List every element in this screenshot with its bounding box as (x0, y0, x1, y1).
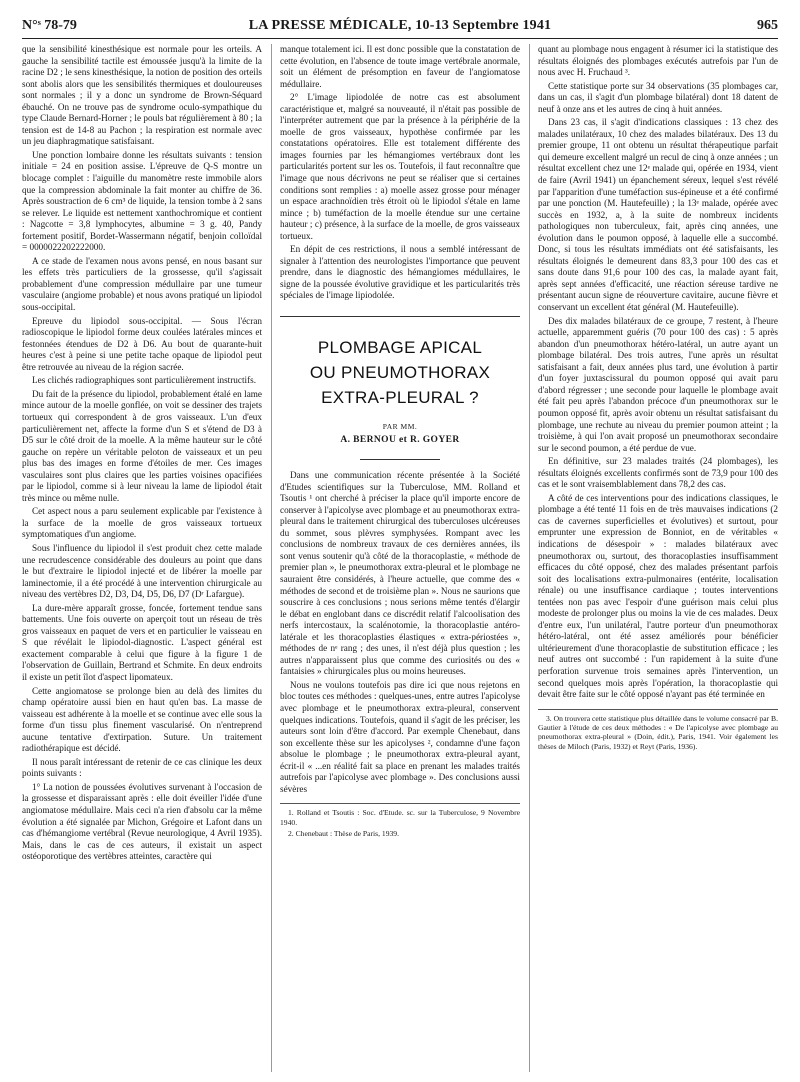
paragraph: Des dix malades bilatéraux de ce groupe, 7 restent, à l'heure actuelle, apparemment guéris (70 pour 100 des cas) : 5 après abandon d'un pneumothorax hétéro-latéral, un autre ayant un plombage bilatéral. Des trois autres, l'une après un résultat satisfaisant a fait, deux années plus tard, une évolution à partir d'un foyer juxtascissural du poumon opposé qui avait paru d'abord régresser ; une seconde pour laquelle le plombage avait été fait peu après l'abandon précoce d'un pneumothorax sur le poumon opposé fit, après avoir obtenu un résultat satisfaisant du plombage, une rechute au niveau du premier poumon atteint ; la troisième, à qui l'on avait proposé un pneumothorax secondaire sur le second poumon, a été perdue de vue. (538, 315, 778, 453)
article-title-line: PLOMBAGE APICAL (317, 338, 483, 358)
paragraph: Cette statistique porte sur 34 observations (35 plombages car, dans un cas, il s'agit d'un plombage bilatéral) dont 18 datent de neuf à onze ans et les autres de cinq à huit années. (538, 80, 778, 114)
paragraph: 1° La notion de poussées évolutives survenant à l'occasion de la grossesse et disparaissant après : elle doit éveiller l'idée d'une angiomatose médullaire. Mais ceci n'a rien d'absolu car la même évolution a été signalée par Michon, Grégoire et Lafont dans un cas d'hémangiome vertébral (Revue neurologique, 4 Avril 1935). Mais, dans le cas de ces auteurs, il existait un aspect ostéoporotique des vertèbres atteintes, caractère qui (22, 781, 262, 862)
column-divider (271, 44, 272, 1072)
paragraph: Une ponction lombaire donne les résultats suivants : tension initiale = 24 en position assise. L'épreuve de Q-S montre un blocage complet : l'aiguille du manomètre reste immobile alors que la compression abdominale la fait monter au chiffre de 36. Après soustraction de 6 cm³ de liquide, la tension tombe à 2 sans se relever. Le liquide est nettement xanthochromique et contient : Nagcotte = 3,8 lymphocytes, albumine = 3 g. 40, Pandy fortement positif, Bordet-Wassermann négatif, benjoin colloïdal = 0000022202222000. (22, 149, 262, 253)
paragraph: En définitive, sur 23 malades traités (24 plombages), les résultats éloignés excellents confirmés sont de 73,9 pour 100 des cas et le sont vraisemblablement dans 78,2 des cas. (538, 456, 778, 490)
column-3 (538, 44, 778, 1072)
footnotes (280, 803, 520, 838)
paragraph: Les clichés radiographiques sont particulièrement instructifs. (32, 375, 257, 386)
column-2 (280, 44, 520, 1072)
byline-prefix: PAR MM. (382, 422, 418, 432)
column-1 (22, 44, 262, 1072)
paragraph: A côté de ces interventions pour des indications classiques, le plombage a été tenté 11 fois en de très mauvaises indications (2 cas de cavernes superficielles et évolutives) et surtout, pour emprunter une expression de Bonniot, en de véritables « indications de désespoir » : malades bilatéraux avec pneumothorax ou, surtout, des thoracoplasties insuffisamment efficaces du côté opposé, chez des malades présentant parfois soit des localisations extra-pulmonaires (entérite, localisation rénale) ou une insuffisance cardiaque ; toutes interventions tentées non pas avec l'espoir d'une guérison mais celui plus modeste de prolonger plus ou moins la vie de ces malades. Deux d'entre eux, l'un unilatéral, l'autre porteur d'un pneumothorax hétéro-latéral, ont été assez améliorés pour bénéficier ultérieurement d'une thoracoplastie de substitution efficace ; les neuf autres ont succombé : l'un rapidement à la suite d'une perforation survenue trois semaines après l'intervention, un second quelques mois après l'opération, la thoracoplastie qui devait être faite sur le côté opposé n'ayant pas été terminée en (538, 492, 778, 700)
heading-separator (360, 459, 440, 460)
paragraph: Nous ne voulons toutefois pas dire ici que nous rejetons en bloc toutes ces méthodes : quelques-unes, entre autres l'apicolyse avec plombage et le pneumothorax extra-pleural, conservent quelques indications. Toutefois, quand il s'agit de les préciser, les auteurs sont loin d'être d'accord. Par exemple Chenebaut, dans son excellente thèse sur les apicolyses ², condamne d'une façon absolue le plombage ; le pneumothorax extra-pleural ayant, écrit-il « ...en réalité fait sa place en prenant les malades traités autrefois par l'apicolyse avec plombage ». Des conclusions aussi sévères (280, 679, 520, 794)
journal-title: LA PRESSE MÉDICALE, 10-13 Septembre 1941 (248, 18, 552, 33)
page-number: 965 (757, 18, 778, 33)
article-authors: A. BERNOU et R. GOYER (340, 435, 460, 446)
paragraph: Dans une communication récente présentée à la Société d'Etudes scientifiques sur la Tuberculose, MM. Rolland et Tsoutis ¹ ont cherché à préciser la place qu'il importe encore de conserver à l'apicolyse avec plombage et au pneumothorax extra-pleural dans le traitement chirurgical des tuberculoses ulcéreuses du sommet, sous plèvres symphysées. Rompant avec les conclusions de nombreux travaux de ces dernières années, ils sont venus soutenir qu'à côté de la thoracoplastie, « méthode de premier plan », le pneumothorax extra-pleural et le plombage ne sauraient être considérés, à l'heure actuelle, que comme des « méthodes de second et de troisième plan ». Nous ne saurions que souscrire à ces conclusions ; nous serions même tentés d'élargir le débat en englobant dans ce discrédit relatif l'alcoolisation des nerfs intercostaux, la scalénotomie, la thoracoplastie antéro-latérale et les thoracoplasties élastiques « extra-périostées », méthodes de nᵉ rang ; des unes, il n'est déjà plus question ; les autres n'apparaissent plus que comme des curiosités ou des « fantaisies » chirurgicales plus ou moins heureuses. (280, 470, 520, 677)
footnote: 3. On trouvera cette statistique plus détaillée dans le volume consacré par B. Gautier à l'étude de ces deux méthodes : « De l'apicolyse avec plombage au pneumothorax extra-pleural » (Doin, édit.), Paris, 1941. Voir également les thèses de Miloch (Paris, 1932) et Reyt (Paris, 1936). (538, 713, 778, 751)
paragraph: Epreuve du lipiodol sous-occipital. — Sous l'écran radioscopique le lipiodol forme deux coulées latérales minces et festonnées étendues de D2 à D6. Au bout de quarante-huit heures c'est à peine si une petite tache opaque de lipiodol peut être retrouvée au niveau de la région sacrée. (22, 315, 262, 372)
paragraph: La dure-mère apparaît grosse, foncée, fortement tendue sans battements. Une fois ouverte on aperçoit tout un réseau de très gros vaisseaux en paquet de vers et en particulier le vaisseau en S que révélait le lipiodol-diagnostic. L'aspect général est exactement comparable à celui que figure à la figure 1 de l'observation de Guillain, Bertrand et Schmite. En deux endroits il existe un petit îlot d'aspect lipomateux. (22, 602, 262, 682)
footnote: 1. Rolland et Tsoutis : Soc. d'Etude. sc. sur la Tuberculose, 9 Novembre 1940. (280, 808, 520, 827)
paragraph: En dépit de ces restrictions, il nous a semblé intéressant de signaler à l'attention des neurologistes l'importance que peuvent prendre, dans le diagnostic des hémangiomes médullaires, le signe de la poussée évolutive gravidique et les particularités très spéciales de l'image lipiodolée. (280, 244, 520, 301)
paragraph: Cette angiomatose se prolonge bien au delà des limites du champ opératoire aussi bien en haut qu'en bas. La masse de vaisseau est adhérente à la moelle et se continue avec elle sous la forme d'un tissu plus finement vascularisé. On n'entreprend aucune tentative d'extirpation. Suture. Un traitement radiothérapique est décidé. (22, 685, 262, 754)
paragraph: Sous l'influence du lipiodol il s'est produit chez cette malade une recrudescence considérable des douleurs au point que dans le but d'extraire le lipiodol injecté et de libérer la moelle par laminectomie, il a été procédé à une intervention chirurgicale au niveau des vertèbres D2, D3, D4, D5, D6, D7 (Dʳ Lafargue). (22, 542, 262, 600)
article-title-line: OU PNEUMOTHORAX (309, 363, 491, 383)
paragraph: manque totalement ici. Il est donc possible que la constatation de cette évolution, en l'absence de toute image vertébrale anormale, soit un élément de présomption en faveur de l'angiomatose médullaire. (280, 44, 520, 89)
footnotes (538, 709, 778, 752)
text-columns (22, 44, 778, 1072)
column-divider (529, 44, 530, 1072)
paragraph: Du fait de la présence du lipiodol, probablement étalé en lame mince autour de la moelle gonflée, on voit se dessiner des trajets tortueux qui correspondent à de gros vaisseaux. L'un d'eux particulièrement net, affecte la forme d'un S et s'étend de D3 à D5 sur le côté droit de la moelle. A la même hauteur sur le côté gauche on repère un véritable peloton de vaisseaux et un peu plus bas des images en forme d'étoiles de mer. Ces images vasculaires sont plus claires que les parties voisines opacifiées par le lipiodol, comme si à leur niveau la lame de lipiodol était très mince ou même nulle. (22, 388, 262, 503)
issue-number: N°ˢ 78-79 (22, 18, 77, 33)
page-header (22, 10, 778, 39)
paragraph: Il nous paraît intéressant de retenir de ce cas clinique les deux points suivants : (22, 756, 262, 779)
paragraph: Dans 23 cas, il s'agit d'indications classiques : 13 chez des malades unilatéraux, 10 chez des malades bilatéraux. Des 13 du premier groupe, 11 ont obtenu un résultat thérapeutique parfait qui demeure excellent malgré un recul de cinq à onze années ; un résultat excellent chez une 12ᵉ malade qui, opérée en 1934, vient de faire (Avril 1941) un épanchement séreux, lequel s'est révélé par l'apparition d'une tuméfaction sus-épineuse et a été confirmé par une ponction (M. Hautefeuille) ; la 13ᵉ malade, opérée avec succès en 1932, a, à la suite de nombreux incidents pathologiques non tuberculeux, fait, après cinq années, une évolution dans le poumon opposé, à laquelle elle a succombé. Donc, si tous les résultats immédiats ont été satisfaisants, les résultats éloignés le demeurent dans 83,3 pour 100 des cas et sans doute dans 91,6 pour 100 des cas, la malade ayant fait, après sept années d'efficacité, une réaction séreuse tardive ne présentant aucun signe de réouverture cavitaire, aucune fièvre et conservant un excellent état général (M. Hautefeuille). (538, 117, 778, 313)
footnote: 2. Chenebaut : Thèse de Paris, 1939. (288, 829, 400, 839)
article-heading (280, 316, 520, 460)
article-title-line: EXTRA-PLEURAL ? (321, 388, 479, 408)
paragraph: que la sensibilité kinesthésique est normale pour les orteils. A gauche la sensibilité tactile est émoussée jusqu'à la limite de la racine D2 ; le sens kinesthésique, la notion de position des orteils sont abolis alors que les sensibilités thermiques et douloureuses sont normales ; il y a donc un syndrome de Brown-Séquard ébauché. On ne trouve pas de syndrome oculo-sympathique du type Claude Bernard-Horner ; le pouls bat régulièrement à 80 ; la tension est de 14-8 au Pachon ; la respiration est normale avec un jeu diaphragmatique satisfaisant. (22, 44, 262, 147)
paragraph: Cet aspect nous a paru seulement explicable par l'existence à la surface de la moelle de gros vaisseaux tortueux symptomatiques d'un angiome. (22, 506, 262, 540)
journal-page (22, 10, 778, 1072)
paragraph: quant au plombage nous engagent à résumer ici la statistique des résultats éloignés des plombages exécutés autrefois par l'un de nous avec H. Fruchaud ³. (538, 44, 778, 78)
paragraph: 2° L'image lipiodolée de notre cas est absolument caractéristique et, malgré sa nouveauté, il n'était pas possible de l'interpréter autrement que par la présence à la périphérie de la moelle de gros vaisseaux, hypothèse confirmée par les constatations opératoires. Elle est totalement différente des images fournies par les hémangiomes vertébraux dont les particularités portent sur les os. Toutefois, il faut reconnaître que l'image que nous décrivons ne peut se réaliser que si certaines conditions sont remplies : a) moelle assez grosse pour ménager un espace arachnoïdien très étroit où le lipiodol s'étale en lame mince ; b) tuméfaction de la moelle étendue sur une certaine hauteur ; c) présence, à la surface de la moelle, de gros vaisseaux tortueux. (280, 92, 520, 241)
paragraph: A ce stade de l'examen nous avons pensé, en nous basant sur les effets très particuliers de la grossesse, qu'il s'agissait probablement d'une compression médullaire par une tumeur vasculaire (angiome probable) et nous avons pratiqué un lipiodol sous-occipital. (22, 255, 262, 313)
